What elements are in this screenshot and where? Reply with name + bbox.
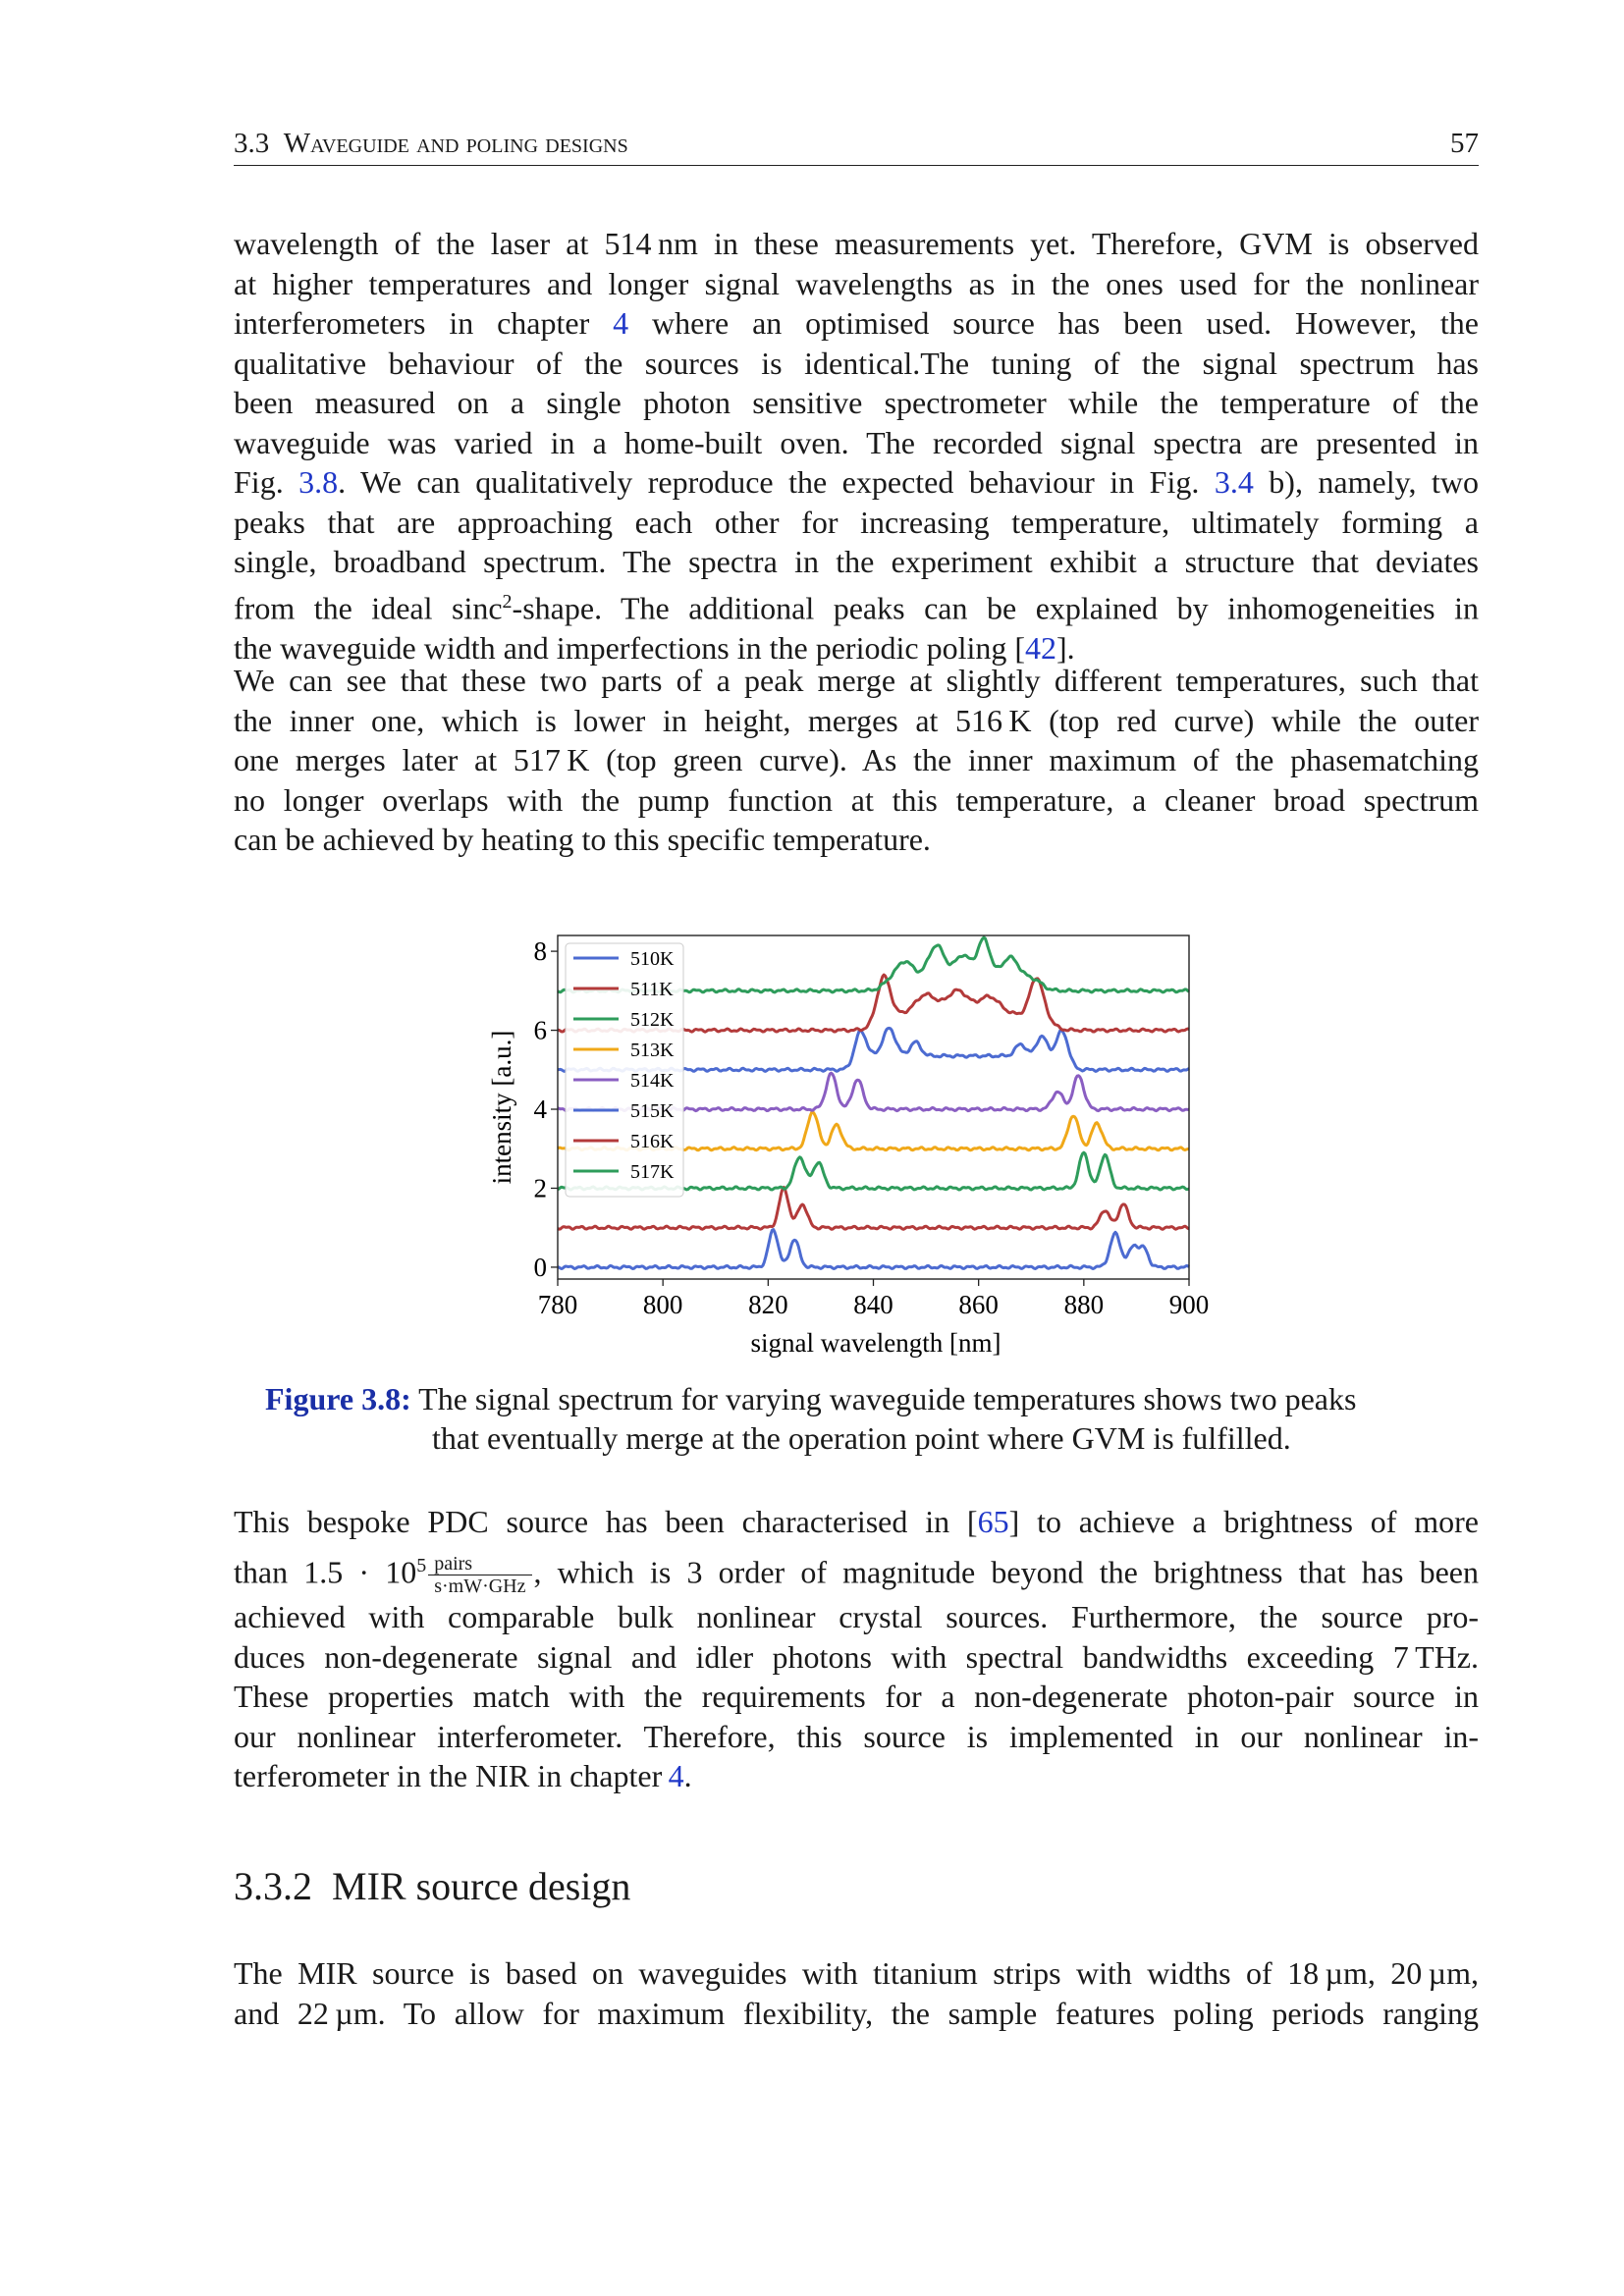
text-line: the waveguide width and imperfections in the periodic poling [42].: [234, 629, 1075, 666]
legend-label-511K: 511K: [630, 979, 674, 1000]
citation-42-link[interactable]: 42: [1025, 629, 1056, 666]
figure-3-8-link[interactable]: 3.8: [298, 464, 339, 500]
legend-label-510K: 510K: [630, 948, 675, 970]
chart-legend: [566, 943, 683, 1197]
text-line: These properties match with the requirements for a non-degenerate photon-pair source in: [234, 1679, 1479, 1715]
fraction-denominator: s·mW·GHz: [434, 1575, 526, 1598]
header-section: [234, 128, 628, 160]
page-number: 57: [1450, 128, 1479, 159]
text-line: at higher temperatures and longer signal wavelengths as in the ones used for the nonlinear: [234, 265, 1479, 301]
text-line: can be achieved by heating to this specific temperature.: [234, 822, 931, 857]
figure-label: Figure 3.8:: [265, 1381, 411, 1416]
caption-text-1: The signal spectrum for varying waveguide temperatures shows two peaks: [418, 1381, 1357, 1416]
y-tick-label: 8: [533, 936, 547, 967]
y-tick-label: 4: [533, 1095, 547, 1125]
legend-label-515K: 515K: [630, 1100, 675, 1122]
legend-label-516K: 516K: [630, 1131, 675, 1152]
text-line: The MIR source is based on waveguides with titanium strips with widths of 18 µm, 20 µm,: [234, 1955, 1479, 1991]
chapter-4-link[interactable]: 4: [613, 305, 629, 341]
y-tick-label: 6: [533, 1015, 547, 1045]
paragraph-1: [234, 224, 1479, 667]
fraction-numerator: pairs: [428, 1553, 531, 1575]
header-section-title: Waveguide and poling designs: [283, 128, 628, 159]
spectrum-chart: [481, 903, 1227, 1364]
text-line: This bespoke PDC source has been characterised in [65] to achieve a brightness of more: [234, 1504, 1479, 1539]
y-tick-label: 2: [533, 1173, 547, 1203]
x-tick-label: 840: [853, 1290, 893, 1319]
chapter-4-link[interactable]: 4: [668, 1758, 684, 1794]
brightness-unit-fraction: [428, 1553, 531, 1597]
running-header: [234, 126, 1479, 166]
text-line: no longer overlaps with the pump function at this temperature, a cleaner broad spectrum: [234, 781, 1479, 818]
text-line: than $1.5 \cdot 10^5$ $\frac{\text{pairs}}{\text{s·mW·GHz}}$ , which is 3 order of magnitude beyond the brightness that has been: [234, 1553, 1480, 1598]
x-tick-label: 800: [642, 1290, 683, 1319]
text-line: wavelength of the laser at 514 nm in these measurements yet. Therefore, GVM is observed: [234, 226, 1479, 261]
header-section-number: 3.3: [234, 128, 270, 159]
x-axis-label: signal wavelength [nm]: [750, 1328, 1001, 1358]
subsection-number: 3.3.2: [234, 1864, 312, 1908]
text-line: We can see that these two parts of a peak merge at slightly different temperatures, such that: [234, 663, 1479, 698]
text-line: the inner one, which is lower in height, merges at 516 K (top red curve) while the outer: [234, 702, 1479, 738]
x-tick-label: 860: [958, 1290, 999, 1319]
y-tick-label: 0: [533, 1252, 547, 1282]
figure-caption: [265, 1379, 1463, 1458]
text-line: one merges later at 517 K (top green curve). As the inner maximum of the phasematching: [234, 742, 1479, 777]
text-line: single, broadband spectrum. The spectra in the experiment exhibit a structure that deviates: [234, 544, 1479, 579]
legend-label-512K: 512K: [630, 1009, 675, 1031]
text-line: been measured on a single photon sensitive spectrometer while the temperature of the: [234, 385, 1479, 420]
paragraph-2: [234, 661, 1479, 860]
text-line: terferometer in the NIR in chapter 4.: [234, 1758, 692, 1794]
text-line: and 22 µm. To allow for maximum flexibility, the sample features poling periods ranging: [234, 1995, 1479, 2031]
text-line: achieved with comparable bulk nonlinear crystal sources. Furthermore, the source pro-: [234, 1599, 1479, 1635]
caption-text-2: that eventually merge at the operation point where GVM is fulfilled.: [432, 1420, 1291, 1456]
text-line: duces non-degenerate signal and idler photons with spectral bandwidths exceeding 7 THz.: [234, 1638, 1479, 1675]
exponent: 5: [416, 1554, 427, 1576]
subsection-heading: [234, 1863, 630, 1909]
series-line-510K: [558, 1230, 1189, 1269]
x-tick-label: 780: [537, 1290, 578, 1319]
legend-label-517K: 517K: [630, 1161, 675, 1183]
y-axis-label: intensity [a.u.]: [487, 1030, 516, 1185]
legend-label-514K: 514K: [630, 1070, 675, 1092]
text-line: from the ideal sinc$^2$-shape. The additional peaks can be explained by inhomogeneities in: [234, 590, 1480, 626]
text-line: interferometers in chapter 4 where an optimised source has been used. However, the: [234, 305, 1480, 341]
paragraph-4: [234, 1953, 1479, 2033]
text-line: our nonlinear interferometer. Therefore, this source is implemented in our nonlinear in-: [234, 1718, 1479, 1754]
text-line: waveguide was varied in a home-built oven. The recorded signal spectra are presented in: [234, 424, 1479, 460]
figure-3-4-link[interactable]: 3.4: [1214, 464, 1254, 500]
x-tick-label: 820: [748, 1290, 788, 1319]
legend-label-513K: 513K: [630, 1040, 675, 1061]
superscript: 2: [502, 590, 513, 613]
x-tick-label: 900: [1168, 1290, 1210, 1319]
text-line: peaks that are approaching each other for increasing temperature, ultimately forming a: [234, 504, 1479, 540]
citation-65-link[interactable]: 65: [977, 1504, 1009, 1539]
text-line: Fig. 3.8. We can qualitatively reproduce the expected behaviour in Fig. 3.4 b), namely, two: [234, 464, 1480, 500]
x-tick-label: 880: [1063, 1290, 1105, 1319]
text-line: qualitative behaviour of the sources is identical.The tuning of the signal spectrum has: [234, 345, 1479, 381]
paragraph-3: [234, 1502, 1479, 1796]
subsection-title: MIR source design: [332, 1864, 631, 1908]
